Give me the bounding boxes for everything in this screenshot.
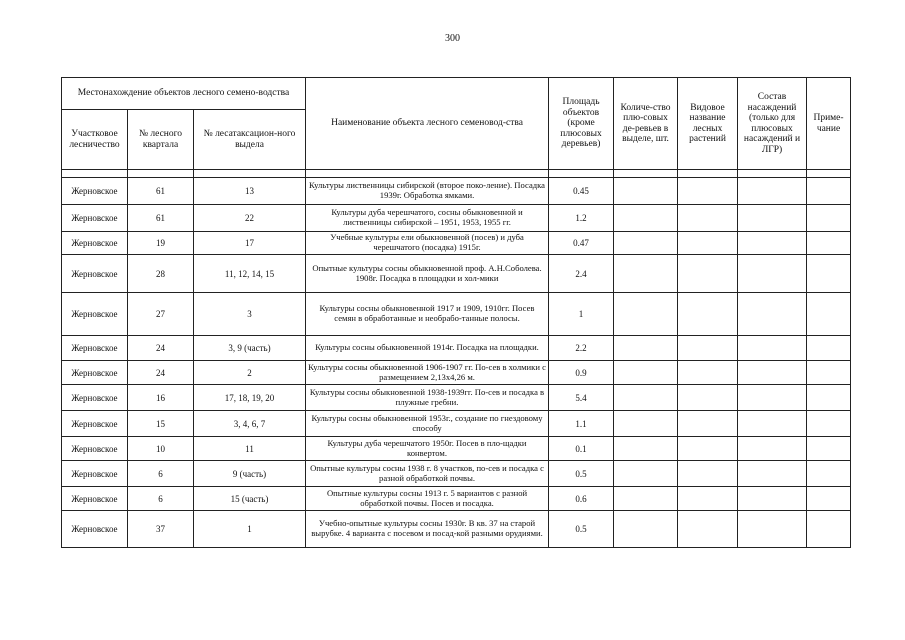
cell-object-name: Культуры сосны обыкновенной 1953г., создание по гнездовому способу [306, 411, 549, 437]
header-forestry: Участковое лесничество [62, 110, 128, 170]
table-row [62, 336, 851, 361]
header-composition: Состав насаждений (только для плюсовых насаждений и ЛГР) [738, 78, 807, 170]
header-area: Площадь объектов (кроме плюсовых деревьев) [549, 78, 614, 170]
cell-quarter: 19 [128, 232, 194, 255]
cell-note [807, 511, 851, 548]
cell-plus-trees [614, 232, 678, 255]
cell-area: 2.2 [549, 336, 614, 361]
table-row [62, 487, 851, 511]
cell-quarter: 61 [128, 178, 194, 205]
page-number: 300 [445, 33, 460, 44]
header-species: Видовое название лесных растений [678, 78, 738, 170]
cell-quarter: 61 [128, 205, 194, 232]
cell-allotment: 13 [194, 178, 306, 205]
cell-object-name: Культуры сосны обыкновенной 1917 и 1909, 1910гг. Посев семян в обработанные и необрабо-танные полосы. [306, 293, 549, 336]
cell-object-name: Культуры сосны обыкновенной 1938-1939гг. По-сев и посадка в плужные гребни. [306, 385, 549, 411]
cell-allotment: 2 [194, 361, 306, 385]
cell-forestry: Жерновское [62, 178, 128, 205]
cell-allotment: 15 (часть) [194, 487, 306, 511]
table-row [62, 361, 851, 385]
cell-forestry: Жерновское [62, 293, 128, 336]
cell-area: 0.5 [549, 511, 614, 548]
cell-allotment: 1 [194, 511, 306, 548]
cell-quarter: 6 [128, 461, 194, 487]
cell-note [807, 255, 851, 293]
cell-plus-trees [614, 385, 678, 411]
cell-area: 0.45 [549, 178, 614, 205]
cell-species [678, 178, 738, 205]
cell-plus-trees [614, 461, 678, 487]
cell-forestry: Жерновское [62, 255, 128, 293]
cell-composition [738, 461, 807, 487]
cell-forestry: Жерновское [62, 232, 128, 255]
cell-composition [738, 385, 807, 411]
cell-forestry: Жерновское [62, 487, 128, 511]
cell-object-name: Опытные культуры сосны 1938 г. 8 участков, по-сев и посадка с разной обработкой почвы. [306, 461, 549, 487]
cell-species [678, 385, 738, 411]
cell-object-name: Культуры дуба черешчатого, сосны обыкновенной и лиственницы сибирской – 1951, 1953, 1955 гг. [306, 205, 549, 232]
cell-object-name: Культуры сосны обыкновенной 1906-1907 гг. По-сев в холмики с размещением 2,13х4,26 м. [306, 361, 549, 385]
table-row [62, 178, 851, 205]
cell-composition [738, 293, 807, 336]
cell-plus-trees [614, 336, 678, 361]
header-plus-trees: Количе-ство плю-совых де-ревьев в выделе, шт. [614, 78, 678, 170]
cell-note [807, 232, 851, 255]
cell-plus-trees [614, 511, 678, 548]
cell-composition [738, 336, 807, 361]
table-row [62, 205, 851, 232]
cell-allotment: 22 [194, 205, 306, 232]
table-row [62, 255, 851, 293]
table-row [62, 411, 851, 437]
cell-plus-trees [614, 411, 678, 437]
cell-allotment: 11, 12, 14, 15 [194, 255, 306, 293]
cell-area: 5.4 [549, 385, 614, 411]
cell-composition [738, 255, 807, 293]
table-row [62, 232, 851, 255]
cell-species [678, 437, 738, 461]
header-location-group: Местонахождение объектов лесного семено-водства [62, 78, 306, 110]
table-row [62, 293, 851, 336]
cell-species [678, 255, 738, 293]
cell-area: 1.1 [549, 411, 614, 437]
table-row [62, 461, 851, 487]
cell-object-name: Учебно-опытные культуры сосны 1930г. В кв. 37 на старой вырубке. 4 варианта с посевом и посад-кой разными орудиями. [306, 511, 549, 548]
cell-note [807, 293, 851, 336]
cell-composition [738, 232, 807, 255]
cell-composition [738, 178, 807, 205]
cell-note [807, 411, 851, 437]
table-row [62, 437, 851, 461]
cell-allotment: 3 [194, 293, 306, 336]
cell-species [678, 487, 738, 511]
table-row [62, 511, 851, 548]
cell-object-name: Культуры лиственницы сибирской (второе поко-ление). Посадка 1939г. Обработка ямками. [306, 178, 549, 205]
cell-plus-trees [614, 255, 678, 293]
cell-plus-trees [614, 205, 678, 232]
cell-plus-trees [614, 487, 678, 511]
cell-allotment: 9 (часть) [194, 461, 306, 487]
cell-allotment: 17, 18, 19, 20 [194, 385, 306, 411]
cell-species [678, 511, 738, 548]
cell-forestry: Жерновское [62, 361, 128, 385]
cell-forestry: Жерновское [62, 437, 128, 461]
cell-area: 2.4 [549, 255, 614, 293]
cell-quarter: 28 [128, 255, 194, 293]
cell-forestry: Жерновское [62, 511, 128, 548]
cell-note [807, 205, 851, 232]
cell-object-name: Культуры дуба черешчатого 1950г. Посев в пло-щадки конвертом. [306, 437, 549, 461]
table-row [62, 385, 851, 411]
cell-quarter: 27 [128, 293, 194, 336]
header-allotment: № лесатаксацион-ного выдела [194, 110, 306, 170]
cell-object-name: Опытные культуры сосны 1913 г. 5 вариантов с разной обработкой почвы. Посев и посадка. [306, 487, 549, 511]
cell-species [678, 205, 738, 232]
cell-area: 0.47 [549, 232, 614, 255]
cell-species [678, 411, 738, 437]
cell-species [678, 336, 738, 361]
cell-composition [738, 205, 807, 232]
cell-plus-trees [614, 437, 678, 461]
cell-quarter: 37 [128, 511, 194, 548]
cell-quarter: 6 [128, 487, 194, 511]
cell-note [807, 385, 851, 411]
header-quarter: № лесного квартала [128, 110, 194, 170]
cell-forestry: Жерновское [62, 461, 128, 487]
cell-area: 0.5 [549, 461, 614, 487]
cell-quarter: 24 [128, 336, 194, 361]
cell-object-name: Учебные культуры ели обыкновенной (посев) и дуба черешчатого (посадка) 1915г. [306, 232, 549, 255]
cell-species [678, 293, 738, 336]
cell-composition [738, 437, 807, 461]
cell-composition [738, 361, 807, 385]
cell-forestry: Жерновское [62, 411, 128, 437]
cell-forestry: Жерновское [62, 385, 128, 411]
cell-object-name: Опытные культуры сосны обыкновенной проф. А.Н.Соболева. 1908г. Посадка в площадки и хол-мики [306, 255, 549, 293]
cell-allotment: 17 [194, 232, 306, 255]
cell-composition [738, 511, 807, 548]
cell-area: 0.9 [549, 361, 614, 385]
cell-note [807, 336, 851, 361]
cell-species [678, 461, 738, 487]
cell-species [678, 361, 738, 385]
cell-quarter: 10 [128, 437, 194, 461]
cell-object-name: Культуры сосны обыкновенной 1914г. Посадка на площадки. [306, 336, 549, 361]
cell-note [807, 437, 851, 461]
cell-plus-trees [614, 178, 678, 205]
cell-forestry: Жерновское [62, 336, 128, 361]
cell-quarter: 16 [128, 385, 194, 411]
cell-note [807, 178, 851, 205]
cell-area: 0.1 [549, 437, 614, 461]
seed-objects-table [61, 77, 851, 548]
cell-species [678, 232, 738, 255]
cell-area: 1 [549, 293, 614, 336]
cell-allotment: 3, 9 (часть) [194, 336, 306, 361]
header-object-name: Наименование объекта лесного семеновод-ства [306, 78, 549, 170]
header-note: Приме-чание [807, 78, 851, 170]
cell-allotment: 3, 4, 6, 7 [194, 411, 306, 437]
cell-note [807, 361, 851, 385]
cell-composition [738, 487, 807, 511]
cell-plus-trees [614, 293, 678, 336]
cell-note [807, 487, 851, 511]
cell-note [807, 461, 851, 487]
cell-plus-trees [614, 361, 678, 385]
cell-composition [738, 411, 807, 437]
cell-quarter: 24 [128, 361, 194, 385]
cell-area: 0.6 [549, 487, 614, 511]
cell-area: 1.2 [549, 205, 614, 232]
cell-forestry: Жерновское [62, 205, 128, 232]
cell-allotment: 11 [194, 437, 306, 461]
cell-quarter: 15 [128, 411, 194, 437]
header-spacer-row [62, 170, 851, 178]
